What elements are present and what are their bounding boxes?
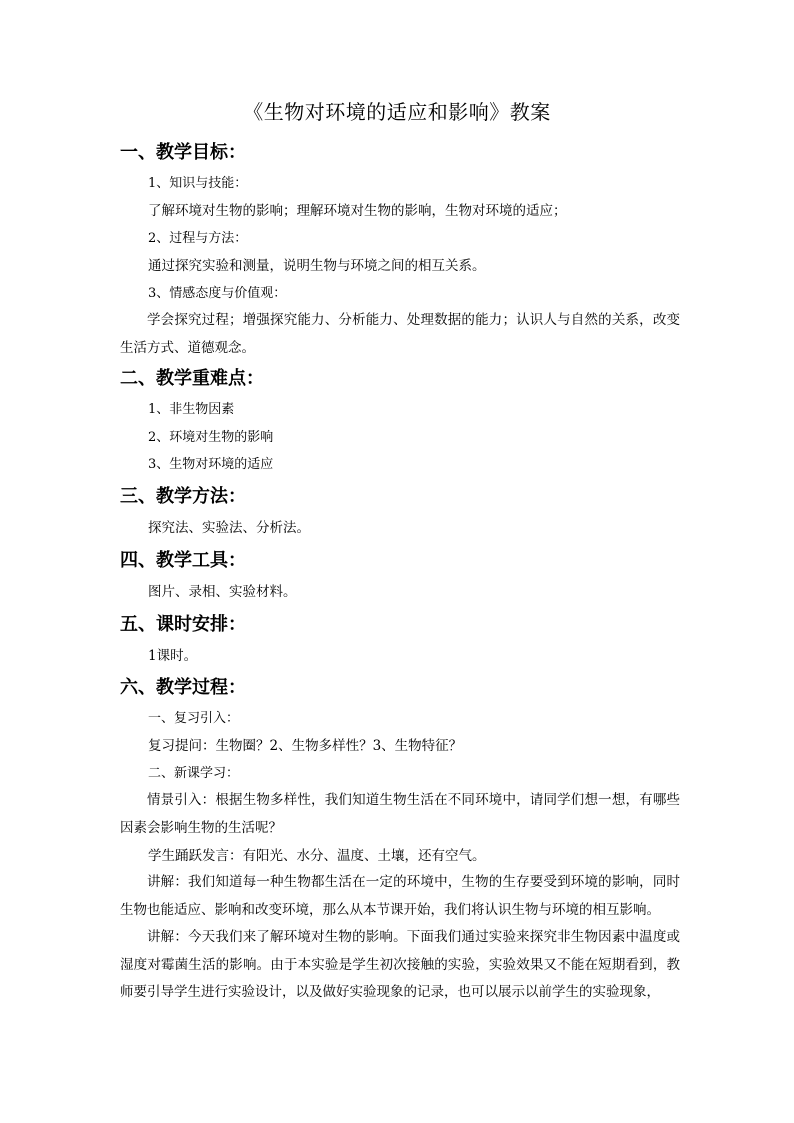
heading-tools: 四、教学工具： <box>120 550 246 571</box>
key-point-2: 2、环境对生物的影响 <box>148 430 274 445</box>
tools-text: 图片、录相、实验材料。 <box>148 584 297 600</box>
process-paragraph-2: 学生踊跃发言：有阳光、水分、温度、土壤，还有空气。 <box>148 848 486 864</box>
heading-schedule: 五、课时安排： <box>120 614 246 635</box>
objective-1-label: 1、知识与技能： <box>148 176 248 191</box>
process-paragraph-3: 讲解：我们知道每一种生物都生活在一定的环境中，生物的生存要受到环境的影响，同时生物也能适应、影响和改变环境，那么从本节课开始，我们将认识生物与环境的相互影响。 <box>120 874 680 918</box>
objective-2-text: 通过探究实验和测量，说明生物与环境之间的相互关系。 <box>148 258 486 274</box>
review-text: 复习提问：生物圈？2、生物多样性？3、生物特征？ <box>148 738 463 754</box>
new-lesson-label: 二、新课学习： <box>148 766 240 781</box>
objective-1-text: 了解环境对生物的影响；理解环境对生物的影响，生物对环境的适应； <box>148 203 567 219</box>
key-point-1: 1、非生物因素 <box>148 402 235 417</box>
objective-3-text: 学会探究过程；增强探究能力、分析能力、处理数据的能力；认识人与自然的关系，改变生活方式、道德观念。 <box>120 312 680 356</box>
objective-3-label: 3、情感态度与价值观： <box>148 286 287 301</box>
schedule-text: 1课时。 <box>148 648 198 664</box>
heading-objectives: 一、教学目标： <box>120 142 246 163</box>
heading-methods: 三、教学方法： <box>120 486 246 507</box>
key-point-3: 3、生物对环境的适应 <box>148 457 274 472</box>
heading-process: 六、教学过程： <box>120 677 246 698</box>
process-paragraph-1: 情景引入：根据生物多样性，我们知道生物生活在不同环境中，请同学们想一想，有哪些因素会影响生物的生活呢？ <box>120 792 680 836</box>
objective-2-label: 2、过程与方法： <box>148 231 248 246</box>
process-paragraph-4: 讲解：今天我们来了解环境对生物的影响。下面我们通过实验来探究非生物因素中温度或湿度对霉菌生活的影响。由于本实验是学生初次接触的实验，实验效果又不能在短期看到，教师要引导学生进行实验设计，以及做好实验现象的记录，也可以展示以前学生的实验现象， <box>120 929 680 1000</box>
heading-key-points: 二、教学重难点： <box>120 368 264 389</box>
review-label: 一、复习引入： <box>148 711 240 726</box>
document-title: 《生物对环境的适应和影响》教案 <box>243 100 551 124</box>
methods-text: 探究法、实验法、分析法。 <box>148 520 310 536</box>
